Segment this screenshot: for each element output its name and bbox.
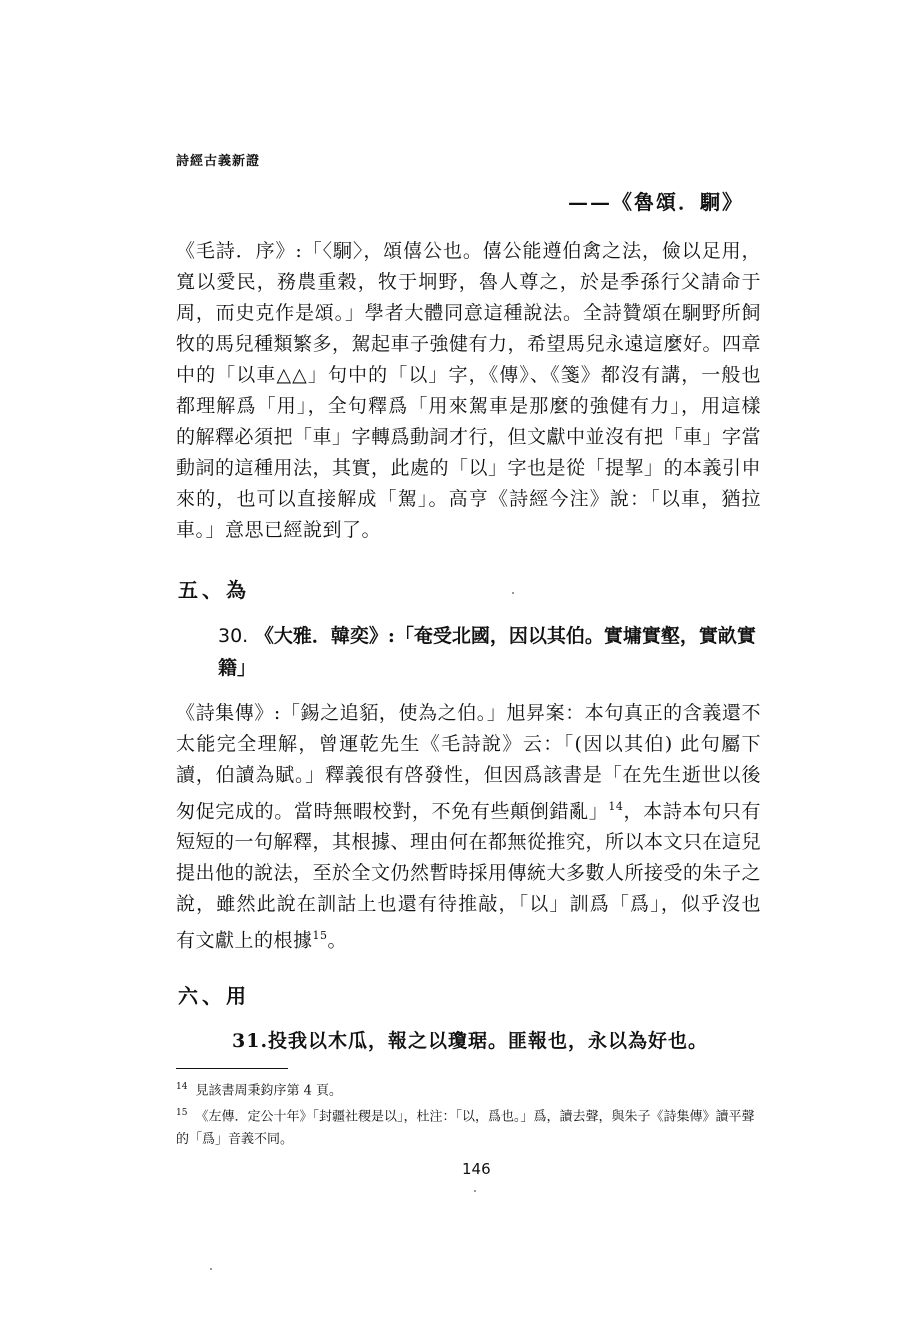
footnote-number: 14 (176, 1082, 188, 1092)
paragraph-1: 《毛詩．序》:「〈駉〉，頌僖公也。僖公能遵伯禽之法，儉以足用，寬以愛民，務農重穀，牧于坰野，魯人尊之，於是季孫行父請命于周，而史克作是頌。」學者大體同意這種說法。全詩贊頌在駉野所飼牧的馬兒種類繁多，駕起車子強健有力，希望馬兒永遠這麼好。四章中的「以車△△」句中的「以」字，《傳》、《箋》都沒有講，一般也都理解爲「用」，全句釋爲「用來駕車是那麼的強健有力」，用這樣的解釋必須把「車」字轉爲動詞才行，但文獻中並沒有把「車」字當動詞的這種用法，其實，此處的「以」字也是從「提挈」的本義引申來的，也可以直接解成「駕」。高亨《詩經今注》說：「以車，猶拉車。」意思已經說到了。 (176, 240, 762, 541)
paragraph-2-end: 。 (327, 929, 348, 952)
section-heading-5: 五、為 (178, 578, 250, 602)
paragraph-2 (176, 698, 761, 957)
quotation-30 (218, 620, 763, 684)
footnotes (176, 1076, 766, 1151)
paragraph-2-main: 《詩集傳》:「錫之追貊，使為之伯。」旭昇案：本句真正的含義還不太能完全理解，曾運乾先生《毛詩說》云：「(因以其伯) 此句屬下讀，伯讀為賦。」釋義很有啓發性，但因爲該書是「在先生逝世以後匆促完成的。當時無暇校對，不免有些顛倒錯亂」 (176, 702, 761, 823)
quotation-text: 《大雅．韓奕》:「奄受北國，因以其伯。實墉實壑，實畝實籍」 (218, 625, 756, 679)
footnote-14 (176, 1076, 766, 1102)
source-citation: ——《魯頌．駉》 (568, 190, 744, 214)
footnote-15 (176, 1102, 766, 1150)
paragraph-2-mid: ，本詩本句只有短短的一句解釋，其根據、理由何在都無從推究，所以本文只在這兒提出他的說法，至於全文仍然暫時採用傳統大多數人所接受的朱子之說，雖然此說在訓詁上也還有待推敲，「以」訓爲「爲」，似乎沒也有文獻上的根據 (176, 800, 762, 952)
footnote-text: 見該書周秉鈞序第 4 頁。 (195, 1083, 342, 1099)
quotation-number: 30. (218, 625, 249, 647)
footnote-number: 15 (176, 1108, 188, 1119)
footnote-ref-14: 14 (608, 800, 624, 813)
page-number: 146 (462, 1160, 491, 1178)
section-heading-6: 六、用 (178, 984, 250, 1008)
footnote-divider (176, 1068, 288, 1069)
quotation-31: 31.投我以木瓜，報之以瓊琚。匪報也，永以為好也。 (232, 1030, 709, 1052)
scan-speck (512, 592, 514, 594)
footnote-text: 《左傳．定公十年》「封疆社稷是以」，杜注：「以，爲也。」爲，讀去聲，與朱子《詩集傳》讀平聲的「爲」音義不同。 (176, 1109, 755, 1147)
scan-speck (474, 1190, 476, 1192)
footnote-ref-15: 15 (312, 929, 328, 943)
running-head: 詩經古義新證 (176, 154, 261, 169)
scan-speck (210, 1268, 212, 1270)
